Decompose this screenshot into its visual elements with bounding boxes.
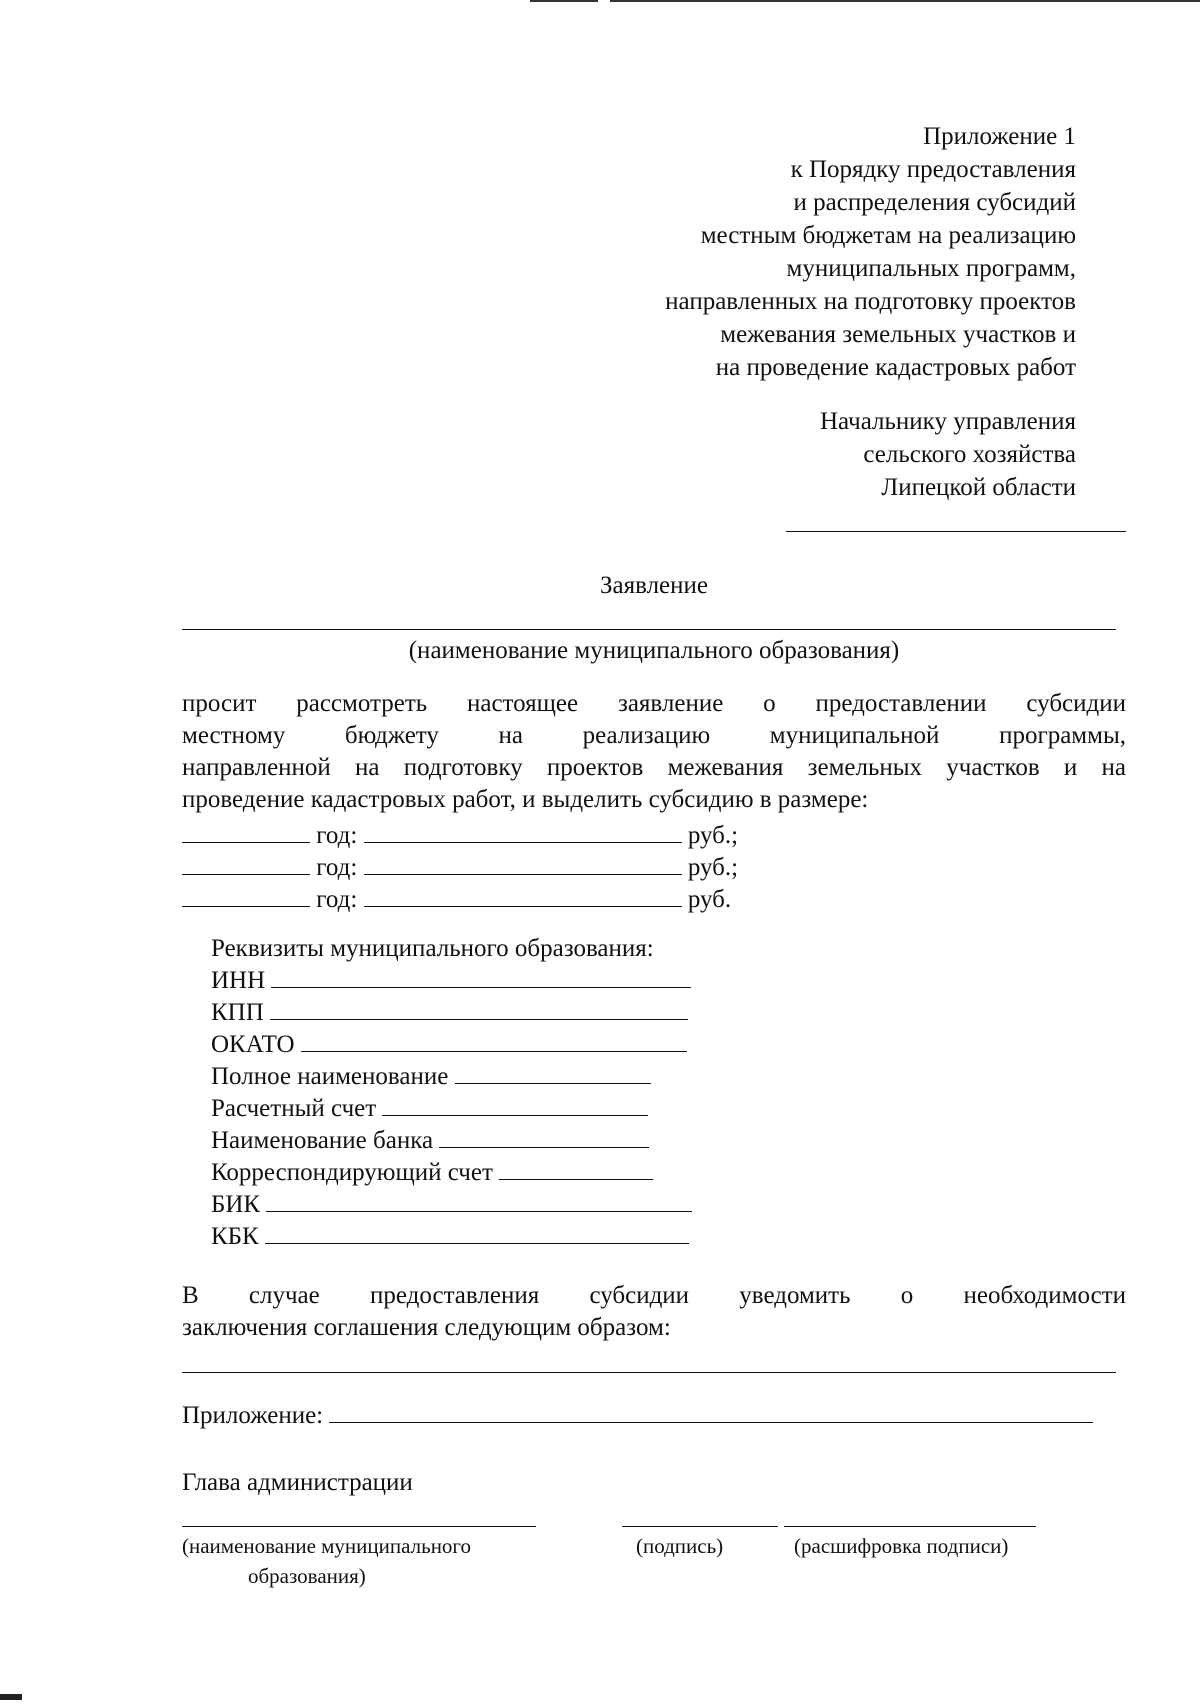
request-line: просит рассмотреть настоящее заявление о предоставлении субсидии [182,690,1126,717]
attachment-label: Приложение: [182,1402,324,1429]
year-field[interactable] [182,820,310,843]
document-title: Заявление [599,572,709,599]
appendix-line: направленных на подготовку проектов [665,288,1076,315]
requisite-row [211,1157,653,1189]
requisite-row [211,1189,692,1221]
appendix-line: межевания земельных участков и [720,321,1076,348]
amount-field[interactable] [364,820,682,843]
requisite-label: Корреспондирующий счет [211,1159,493,1186]
signature-municipality-caption: образования) [248,1564,366,1588]
requisite-row [211,1093,648,1125]
amount-field[interactable] [364,852,682,875]
addressee-line: Липецкой области [881,474,1076,501]
signature-decoding-field[interactable] [784,1526,1036,1527]
year-label: год: [316,854,358,881]
currency-label: руб.; [687,854,739,881]
correspondent-account-field[interactable] [499,1157,653,1180]
year-label: год: [316,822,358,849]
scan-edge-line [530,0,598,2]
amount-field[interactable] [364,884,682,907]
inn-field[interactable] [271,965,691,988]
notice-paragraph [182,1280,1126,1344]
requisite-row [211,965,691,997]
addressee-line: сельского хозяйства [863,441,1076,468]
municipality-caption: (наименование муниципального образования) [408,637,900,664]
appendix-line: Приложение 1 [923,123,1076,150]
requisite-row [211,1029,687,1061]
requisite-row [211,1125,649,1157]
appendix-line: на проведение кадастровых работ [715,354,1076,381]
notice-line: В случае предоставления субсидии уведомить о необходимости [182,1282,1126,1309]
requisites-heading: Реквизиты муниципального образования: [211,935,654,962]
requisite-row [211,997,688,1029]
year-label: год: [316,886,358,913]
scan-edge-mark [0,1694,22,1700]
request-line: направленной на подготовку проектов межевания земельных участков и на [182,754,1126,781]
requisite-label: КБК [211,1223,259,1250]
requisite-label: Расчетный счет [211,1095,377,1122]
appendix-line: к Порядку предоставления [790,156,1076,183]
addressee-line: Начальнику управления [820,408,1076,435]
requisite-label: КПП [211,999,264,1026]
signature-municipality-caption: (наименование муниципального [182,1534,472,1558]
okato-field[interactable] [301,1029,687,1052]
appendix-reference [665,120,1076,384]
addressee-name-field[interactable] [786,531,1126,532]
request-paragraph [182,688,1126,816]
requisite-row [211,1221,689,1253]
year-field[interactable] [182,884,310,907]
signature-field[interactable] [622,1526,778,1527]
bik-field[interactable] [266,1189,692,1212]
requisite-label: БИК [211,1191,261,1218]
amount-row [182,820,738,852]
attachment-field[interactable] [329,1400,1093,1423]
municipality-name-field[interactable] [182,629,1116,630]
addressee [820,405,1076,504]
attachment-row [182,1400,1093,1432]
kbk-field[interactable] [265,1221,689,1244]
signature-decoding-caption: (расшифровка подписи) [794,1534,1009,1558]
appendix-line: местным бюджетам на реализацию [700,222,1076,249]
currency-label: руб.; [687,822,739,849]
head-label: Глава администрации [182,1469,413,1496]
appendix-line: муниципальных программ, [786,255,1076,282]
notification-method-field[interactable] [182,1372,1116,1373]
notice-line: заключения соглашения следующим образом: [182,1314,671,1341]
appendix-line: и распределения субсидий [793,189,1076,216]
amount-row [182,852,738,884]
full-name-field[interactable] [455,1061,651,1084]
account-field[interactable] [382,1093,648,1116]
request-line: проведение кадастровых работ, и выделить субсидию в размере: [182,786,869,813]
signature-caption: (подпись) [636,1534,724,1558]
requisite-label: ИНН [211,967,266,994]
request-line: местному бюджету на реализацию муниципальной программы, [182,722,1126,749]
currency-label: руб. [687,886,732,913]
requisite-label: ОКАТО [211,1031,295,1058]
amount-row [182,884,731,916]
requisite-row [211,1061,651,1093]
bank-name-field[interactable] [439,1125,649,1148]
year-field[interactable] [182,852,310,875]
requisite-label: Наименование банка [211,1127,434,1154]
requisite-label: Полное наименование [211,1063,449,1090]
signature-municipality-field[interactable] [182,1526,536,1527]
scan-edge-line [610,0,1200,2]
kpp-field[interactable] [270,997,688,1020]
